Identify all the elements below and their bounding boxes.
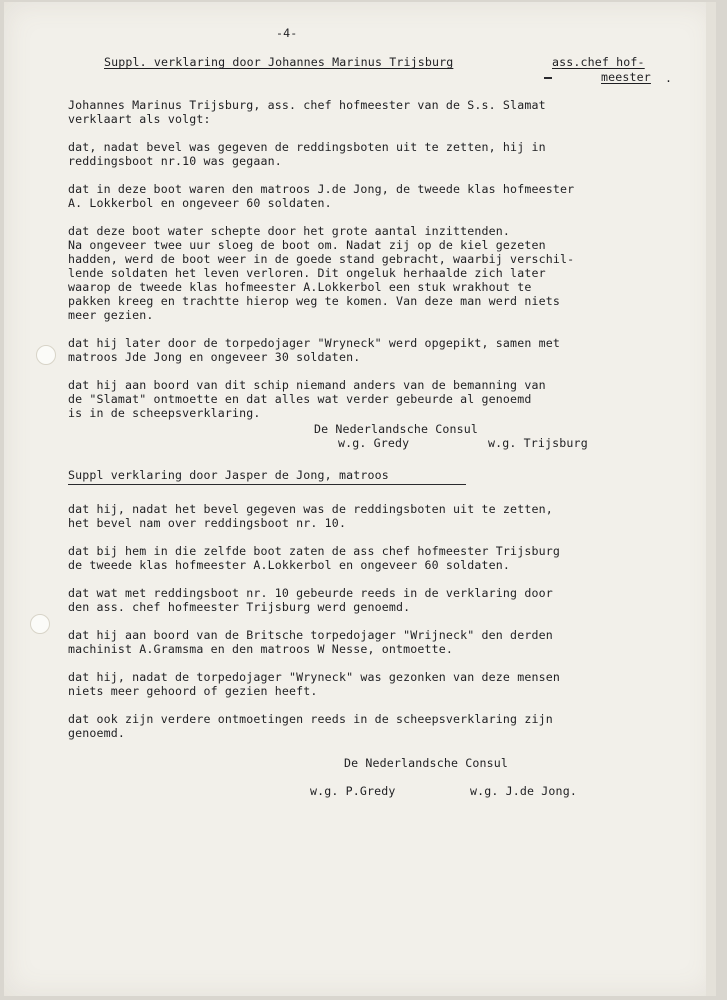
heading-underline (68, 484, 466, 485)
text-line: dat in deze boot waren den matroos J.de Jong, de tweede klas hofmeester (68, 182, 575, 196)
text-line: het bevel nam over reddingsboot nr. 10. (68, 516, 347, 530)
paper-edge (706, 2, 716, 996)
text-line: meer gezien. (68, 308, 154, 322)
text-line: dat bij hem in die zelfde boot zaten de ass chef hofmeester Trijsburg (68, 544, 560, 558)
text-line: dat hij aan boord van de Britsche torpedojager "Wrijneck" den derden (68, 628, 553, 642)
text-line: dat hij, nadat de torpedojager "Wryneck" was gezonken van deze mensen (68, 670, 560, 684)
signature: w.g. Trijsburg (488, 436, 588, 450)
section-1-heading: Suppl. verklaring door Johannes Marinus Trijsburg (104, 55, 454, 69)
text-line: de "Slamat" ontmoette en dat alles wat verder gebeurde al genoemd (68, 392, 532, 406)
text-line: genoemd. (68, 726, 126, 740)
text-line: dat hij, nadat het bevel gegeven was de reddingsboten uit te zetten, (68, 502, 553, 516)
intro-line: verklaart als volgt: (68, 112, 211, 126)
text-line: lende soldaten het leven verloren. Dit ongeluk herhaalde zich later (68, 266, 546, 280)
consul-title: De Nederlandsche Consul (344, 756, 508, 770)
text-line: machinist A.Gramsma en den matroos W Nesse, ontmoette. (68, 642, 454, 656)
punch-hole (30, 614, 50, 634)
text-line: matroos Jde Jong en ongeveer 30 soldaten. (68, 350, 361, 364)
text-line: A. Lokkerbol en ongeveer 60 soldaten. (68, 196, 332, 210)
text-line: Na ongeveer twee uur sloeg de boot om. Nadat zij op de kiel gezeten (68, 238, 546, 252)
text-line: dat ook zijn verdere ontmoetingen reeds in de scheepsverklaring zijn (68, 712, 553, 726)
heading-dash (544, 77, 552, 79)
text-line: reddingsboot nr.10 was gegaan. (68, 154, 282, 168)
text-line: den ass. chef hofmeester Trijsburg werd genoemd. (68, 600, 411, 614)
text-line: is in de scheepsverklaring. (68, 406, 261, 420)
punch-hole (36, 345, 56, 365)
text-line: dat deze boot water schepte door het grote aantal inzittenden. (68, 224, 511, 238)
section-2-heading: Suppl verklaring door Jasper de Jong, matroos (68, 468, 389, 482)
signature: w.g. J.de Jong. (470, 784, 577, 798)
text-line: de tweede klas hofmeester A.Lokkerbol en ongeveer 60 soldaten. (68, 558, 511, 572)
text-line: dat hij later door de torpedojager "Wryneck" werd opgepikt, samen met (68, 336, 560, 350)
consul-title: De Nederlandsche Consul (314, 422, 478, 436)
section-1-heading-cont: ass.chef hof- (552, 55, 645, 69)
text-line: waarop de tweede klas hofmeester A.Lokkerbol een stuk wrakhout te (68, 280, 532, 294)
section-1-heading-punct: . (665, 71, 673, 85)
text-line: pakken kreeg en trachtte hierop weg te komen. Van deze man werd niets (68, 294, 560, 308)
text-line: dat hij aan boord van dit schip niemand anders van de bemanning van (68, 378, 546, 392)
page-number: -4- (276, 26, 298, 40)
document-page (4, 2, 716, 996)
text-line: dat wat met reddingsboot nr. 10 gebeurde reeds in de verklaring door (68, 586, 553, 600)
section-1-heading-end: meester (601, 70, 651, 84)
text-line: niets meer gehoord of gezien heeft. (68, 684, 318, 698)
signature: w.g. Gredy (338, 436, 410, 450)
signature: w.g. P.Gredy (310, 784, 396, 798)
intro-line: Johannes Marinus Trijsburg, ass. chef hofmeester van de S.s. Slamat (68, 98, 546, 112)
text-line: dat, nadat bevel was gegeven de reddingsboten uit te zetten, hij in (68, 140, 546, 154)
text-line: hadden, werd de boot weer in de goede stand gebracht, waarbij verschil- (68, 252, 575, 266)
